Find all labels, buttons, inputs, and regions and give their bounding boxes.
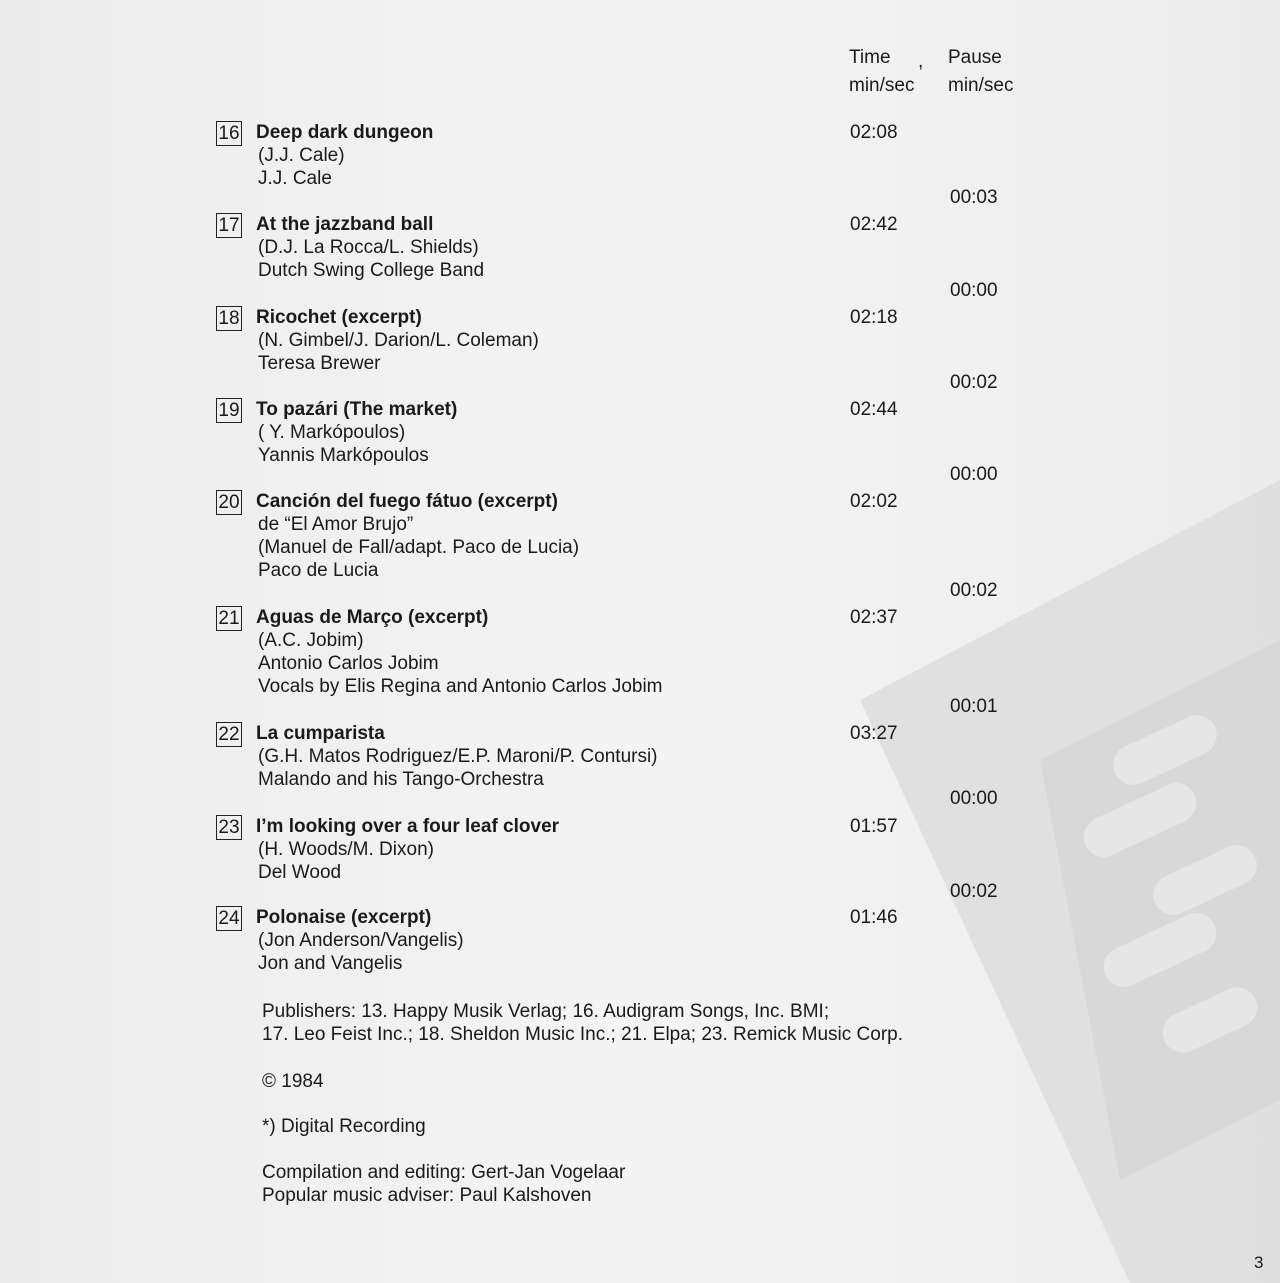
track-credit: (G.H. Matos Rodriguez/E.P. Maroni/P. Contursi) bbox=[258, 746, 658, 767]
publishers-line-1: Publishers: 13. Happy Musik Verlag; 16. Audigram Songs, Inc. BMI; bbox=[262, 1001, 830, 1022]
track-title: Ricochet (excerpt) bbox=[256, 307, 422, 328]
time-label: Time bbox=[849, 47, 891, 68]
track-pause: 00:00 bbox=[950, 464, 998, 485]
track-performer: Jon and Vangelis bbox=[258, 953, 403, 974]
track-number-box: 18 bbox=[216, 306, 242, 331]
track-time: 02:37 bbox=[850, 607, 898, 628]
track-time: 02:44 bbox=[850, 399, 898, 420]
track-performer: Teresa Brewer bbox=[258, 353, 381, 374]
header-separator: , bbox=[918, 51, 924, 72]
track-title: At the jazzband ball bbox=[256, 214, 434, 235]
track-pause: 00:00 bbox=[950, 788, 998, 809]
track-credit: (Manuel de Fall/adapt. Paco de Lucia) bbox=[258, 537, 580, 558]
track-number-box: 19 bbox=[216, 398, 242, 423]
track-number-box: 24 bbox=[216, 906, 242, 931]
pause-unit: min/sec bbox=[948, 75, 1014, 96]
track-title: To pazári (The market) bbox=[256, 399, 458, 420]
track-pause: 00:03 bbox=[950, 187, 998, 208]
track-performer: Dutch Swing College Band bbox=[258, 260, 485, 281]
track-pause: 00:00 bbox=[950, 280, 998, 301]
track-performer: Yannis Markópoulos bbox=[258, 445, 429, 466]
track-performer: Del Wood bbox=[258, 862, 342, 883]
track-pause: 00:01 bbox=[950, 696, 998, 717]
track-title: Aguas de Março (excerpt) bbox=[256, 607, 489, 628]
track-performer: Vocals by Elis Regina and Antonio Carlos Jobim bbox=[258, 676, 663, 697]
track-number-box: 17 bbox=[216, 213, 242, 238]
track-pause: 00:02 bbox=[950, 580, 998, 601]
track-credit: (J.J. Cale) bbox=[258, 145, 345, 166]
track-credit: (Jon Anderson/Vangelis) bbox=[258, 930, 464, 951]
track-performer: J.J. Cale bbox=[258, 168, 332, 189]
track-credit: (N. Gimbel/J. Darion/L. Coleman) bbox=[258, 330, 539, 351]
track-number-box: 16 bbox=[216, 121, 242, 146]
publishers-line-2: 17. Leo Feist Inc.; 18. Sheldon Music Inc.; 21. Elpa; 23. Remick Music Corp. bbox=[262, 1024, 904, 1045]
track-number-box: 22 bbox=[216, 722, 242, 747]
track-credit: (D.J. La Rocca/L. Shields) bbox=[258, 237, 479, 258]
track-title: I’m looking over a four leaf clover bbox=[256, 816, 560, 837]
track-time: 02:42 bbox=[850, 214, 898, 235]
track-credit: Antonio Carlos Jobim bbox=[258, 653, 439, 674]
track-number-box: 23 bbox=[216, 815, 242, 840]
track-title: Polonaise (excerpt) bbox=[256, 907, 432, 928]
track-credit: (H. Woods/M. Dixon) bbox=[258, 839, 434, 860]
track-time: 02:08 bbox=[850, 122, 898, 143]
track-time: 02:18 bbox=[850, 307, 898, 328]
adviser-credit: Popular music adviser: Paul Kalshoven bbox=[262, 1185, 592, 1206]
track-title: Canción del fuego fátuo (excerpt) bbox=[256, 491, 558, 512]
copyright: © 1984 bbox=[262, 1071, 324, 1092]
track-pause: 00:02 bbox=[950, 372, 998, 393]
pause-column-header bbox=[948, 44, 1013, 100]
track-performer: Paco de Lucia bbox=[258, 560, 379, 581]
track-credit: de “El Amor Brujo” bbox=[258, 514, 414, 535]
track-time: 03:27 bbox=[850, 723, 898, 744]
pause-label: Pause bbox=[948, 47, 1002, 68]
time-unit: min/sec bbox=[849, 75, 915, 96]
compilation-credit: Compilation and editing: Gert-Jan Vogelaar bbox=[262, 1162, 626, 1183]
digital-recording-note: *) Digital Recording bbox=[262, 1116, 426, 1137]
track-pause: 00:02 bbox=[950, 881, 998, 902]
track-title: La cumparista bbox=[256, 723, 385, 744]
track-time: 01:46 bbox=[850, 907, 898, 928]
track-number-box: 21 bbox=[216, 606, 242, 631]
track-credit: (A.C. Jobim) bbox=[258, 630, 364, 651]
track-time: 02:02 bbox=[850, 491, 898, 512]
page-number: 3 bbox=[1254, 1253, 1264, 1272]
time-column-header bbox=[849, 44, 914, 100]
track-time: 01:57 bbox=[850, 816, 898, 837]
track-number-box: 20 bbox=[216, 490, 242, 515]
track-performer: Malando and his Tango-Orchestra bbox=[258, 769, 544, 790]
track-title: Deep dark dungeon bbox=[256, 122, 434, 143]
track-credit: ( Y. Markópoulos) bbox=[258, 422, 406, 443]
